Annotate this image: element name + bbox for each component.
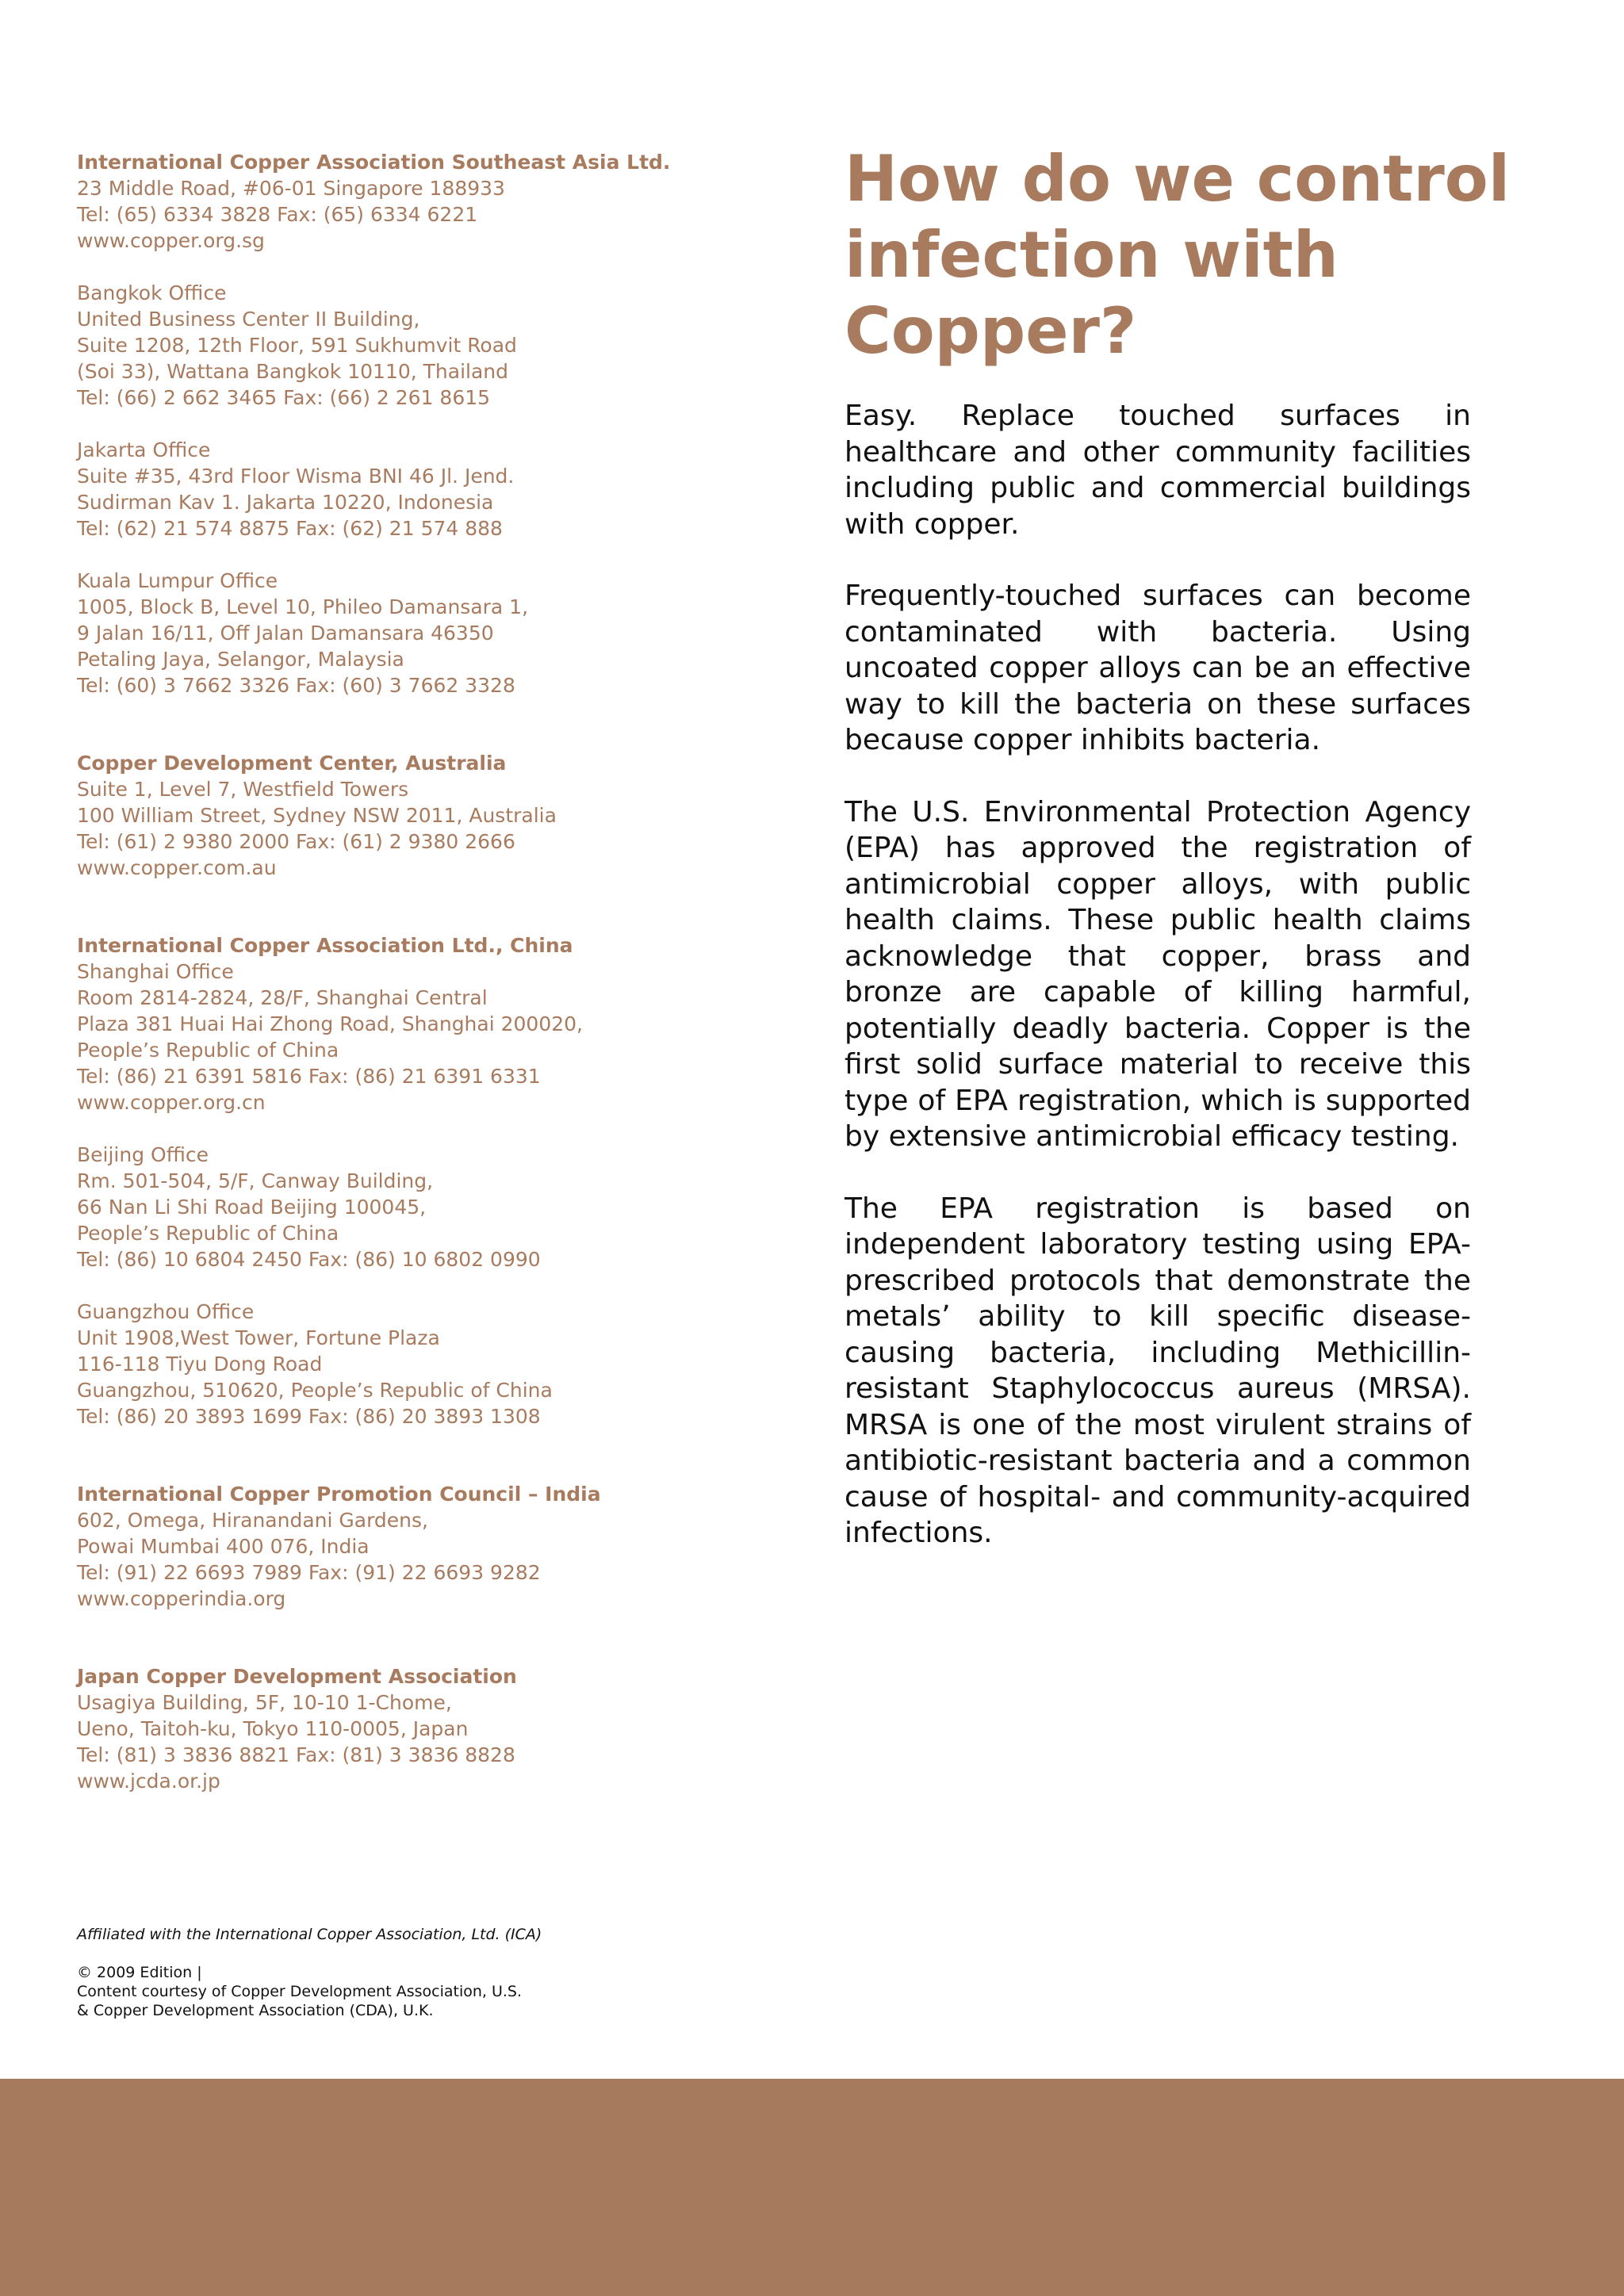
phone-fax-line: Tel: (60) 3 7662 3326 Fax: (60) 3 7662 3328 [77, 674, 515, 697]
office-block-kuala-lumpur [77, 568, 727, 698]
address-line: People’s Republic of China [77, 1222, 339, 1245]
affiliation-note: Affiliated with the International Copper Association, Ltd. (ICA) [77, 1926, 542, 1943]
phone-fax-line: Tel: (61) 2 9380 2000 Fax: (61) 2 9380 2666 [77, 830, 515, 853]
body-paragraph: Frequently-touched surfaces can become contaminated with bacteria. Using uncoated copper alloys can be an effective way to kill the bacteria on these surfaces because copper inhibits bacteria. [845, 580, 1471, 756]
address-line: 66 Nan Li Shi Road Beijing 100045, [77, 1196, 427, 1219]
website-line: www.jcda.or.jp [77, 1770, 220, 1793]
address-line: Unit 1908,West Tower, Fortune Plaza [77, 1326, 440, 1349]
office-name: Jakarta Office [77, 438, 211, 461]
address-line: Suite 1, Level 7, Westfield Towers [77, 778, 409, 801]
address-line: Guangzhou, 510620, People’s Republic of China [77, 1379, 553, 1402]
website-line: www.copper.org.cn [77, 1091, 266, 1114]
address-line: United Business Center II Building, [77, 308, 420, 331]
address-line: 1005, Block B, Level 10, Phileo Damansara 1, [77, 595, 529, 618]
office-name: Guangzhou Office [77, 1300, 255, 1323]
office-block-australia [77, 750, 727, 881]
phone-fax-line: Tel: (91) 22 6693 7989 Fax: (91) 22 6693 9282 [77, 1561, 541, 1584]
address-line: Suite 1208, 12th Floor, 591 Sukhumvit Road [77, 334, 517, 357]
address-line: Rm. 501-504, 5/F, Canway Building, [77, 1169, 434, 1192]
page-title [845, 141, 1511, 369]
phone-fax-line: Tel: (65) 6334 3828 Fax: (65) 6334 6221 [77, 203, 478, 226]
office-block-jakarta [77, 437, 727, 541]
phone-fax-line: Tel: (81) 3 3836 8821 Fax: (81) 3 3836 8828 [77, 1743, 515, 1766]
address-line: 23 Middle Road, #06-01 Singapore 188933 [77, 177, 505, 200]
office-block-japan [77, 1663, 727, 1794]
org-name: International Copper Promotion Council – India [77, 1483, 601, 1506]
address-line: Powai Mumbai 400 076, India [77, 1535, 370, 1558]
phone-fax-line: Tel: (62) 21 574 8875 Fax: (62) 21 574 888 [77, 517, 503, 540]
address-line: 116-118 Tiyu Dong Road [77, 1353, 323, 1376]
footer-credits [77, 1925, 727, 2020]
org-name: Copper Development Center, Australia [77, 752, 507, 775]
website-line: www.copper.com.au [77, 856, 277, 879]
address-line: Ueno, Taitoh-ku, Tokyo 110-0005, Japan [77, 1717, 469, 1740]
office-block-beijing [77, 1142, 727, 1272]
address-line: Petaling Jaya, Selangor, Malaysia [77, 648, 404, 671]
address-line: 602, Omega, Hiranandani Gardens, [77, 1509, 428, 1532]
office-name: Beijing Office [77, 1143, 209, 1166]
body-paragraph: The EPA registration is based on independent laboratory testing using EPA-prescribed protocols that demonstrate the metals’ ability to kill specific disease-causing bacteria, including Methicillin-resistant Staphylococcus aureus (MRSA). MRSA is one of the most virulent strains of antibiotic-resistant bacteria and a common cause of hospital- and community-acquired infections. [845, 1192, 1471, 1549]
address-line: Suite #35, 43rd Floor Wisma BNI 46 Jl. Jend. [77, 465, 515, 488]
address-line: 100 William Street, Sydney NSW 2011, Australia [77, 804, 557, 827]
office-name: Kuala Lumpur Office [77, 569, 278, 592]
org-name: International Copper Association Southeast Asia Ltd. [77, 151, 671, 174]
main-article [845, 141, 1511, 1587]
intro-paragraph: Easy. Replace touched surfaces in healthcare and other community facilities including public and commercial buildings with copper. [845, 400, 1471, 541]
address-line: Room 2814-2824, 28/F, Shanghai Central [77, 986, 488, 1009]
footer-color-band [0, 2079, 1624, 2296]
office-block-bangkok [77, 280, 727, 411]
org-name: Japan Copper Development Association [77, 1665, 517, 1688]
body-paragraph: The U.S. Environmental Protection Agency (EPA) has approved the registration of antimicrobial copper alloys, with public health claims. These public health claims acknowledge that copper, brass and bronze are capable of killing harmful, potentially deadly bacteria. Copper is the first solid surface material to receive this type of EPA registration, which is supported by extensive antimicrobial efficacy testing. [845, 795, 1471, 1153]
phone-fax-line: Tel: (86) 21 6391 5816 Fax: (86) 21 6391 6331 [77, 1065, 541, 1088]
address-line: (Soi 33), Wattana Bangkok 10110, Thailand [77, 360, 509, 383]
address-line: Usagiya Building, 5F, 10-10 1-Chome, [77, 1691, 452, 1714]
address-line: Plaza 381 Huai Hai Zhong Road, Shanghai 200020, [77, 1012, 584, 1035]
office-name: Bangkok Office [77, 281, 227, 304]
office-name: Shanghai Office [77, 960, 234, 983]
office-block-india [77, 1481, 727, 1612]
phone-fax-line: Tel: (86) 20 3893 1699 Fax: (86) 20 3893 1308 [77, 1405, 541, 1428]
website-line: www.copperindia.org [77, 1587, 286, 1610]
address-line: People’s Republic of China [77, 1039, 339, 1062]
org-name: International Copper Association Ltd., China [77, 934, 573, 957]
office-block-shanghai [77, 932, 727, 1115]
edition-note: © 2009 Edition | [77, 1964, 202, 1981]
phone-fax-line: Tel: (66) 2 662 3465 Fax: (66) 2 261 8615 [77, 386, 491, 409]
title-line: Copper? [845, 294, 1137, 368]
title-line: How do we control [845, 142, 1511, 216]
credit-line: Content courtesy of Copper Development Association, U.S. [77, 1983, 523, 2000]
office-directory [77, 149, 727, 1794]
credit-line: & Copper Development Association (CDA), U.K. [77, 2002, 434, 2019]
office-block-southeast-asia [77, 149, 727, 254]
address-line: 9 Jalan 16/11, Off Jalan Damansara 46350 [77, 622, 494, 645]
title-line: infection with [845, 218, 1339, 292]
address-line: Sudirman Kav 1. Jakarta 10220, Indonesia [77, 491, 494, 514]
phone-fax-line: Tel: (86) 10 6804 2450 Fax: (86) 10 6802 0990 [77, 1248, 541, 1271]
office-block-guangzhou [77, 1299, 727, 1429]
website-line: www.copper.org.sg [77, 229, 265, 252]
